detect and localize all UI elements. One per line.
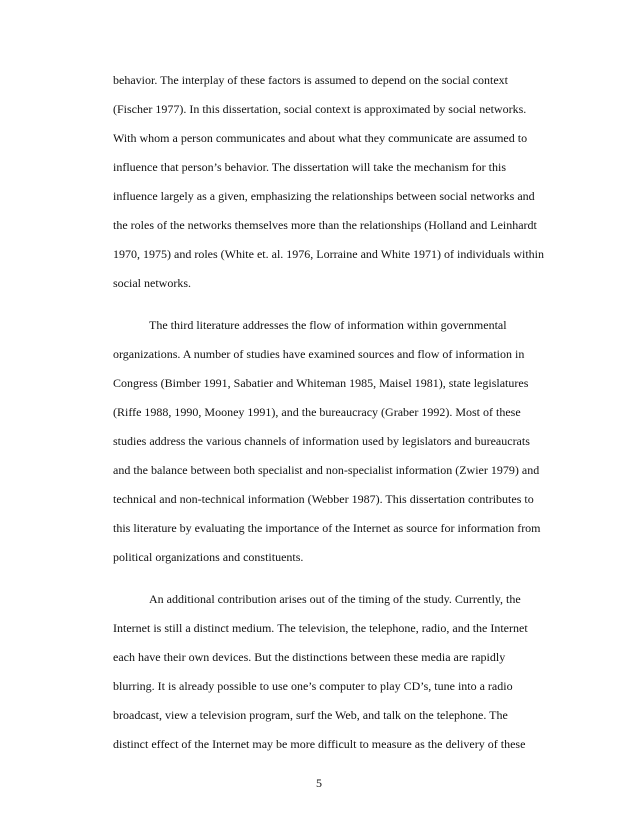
paragraph-1-line-5: influence largely as a given, emphasizing the relationships between social networks and (113, 189, 535, 203)
paragraph-2-line-6: and the balance between both specialist and non-specialist information (Zwier 1979) and (113, 463, 540, 477)
paragraph-3-line-2: Internet is still a distinct medium. The television, the telephone, radio, and the Internet (113, 621, 528, 635)
paragraph-1-line-3: With whom a person communicates and about what they communicate are assumed to (113, 131, 528, 145)
paragraph-1-line-8: social networks. (113, 276, 191, 290)
paragraph-2-line-7: technical and non-technical information (Webber 1987). This dissertation contributes to (113, 492, 534, 506)
paragraph-3-line-1: An additional contribution arises out of the timing of the study. Currently, the (149, 592, 521, 606)
paragraph-3-line-3: each have their own devices. But the distinctions between these media are rapidly (113, 650, 506, 664)
paragraph-1-line-2: (Fischer 1977). In this dissertation, social context is approximated by social networks. (113, 102, 527, 116)
paragraph-3-line-5: broadcast, view a television program, surf the Web, and talk on the telephone. The (113, 708, 508, 722)
paragraph-2-line-1: The third literature addresses the flow of information within governmental (149, 318, 507, 332)
paragraph-2-line-8: this literature by evaluating the importance of the Internet as source for information from (113, 521, 541, 535)
paragraph-2-line-9: political organizations and constituents. (113, 550, 304, 564)
paragraph-1-line-1: behavior. The interplay of these factors is assumed to depend on the social context (113, 73, 508, 87)
paragraph-3-line-6: distinct effect of the Internet may be more difficult to measure as the delivery of these (113, 737, 526, 751)
page-number: 5 (316, 776, 322, 790)
paragraph-1-line-4: influence that person’s behavior. The dissertation will take the mechanism for this (113, 160, 507, 174)
paragraph-2-line-4: (Riffe 1988, 1990, Mooney 1991), and the bureaucracy (Graber 1992). Most of these (113, 405, 521, 419)
paragraph-1-line-6: the roles of the networks themselves more than the relationships (Holland and Leinhardt (113, 218, 537, 232)
paragraph-2-line-2: organizations. A number of studies have examined sources and flow of information in (113, 347, 525, 361)
paragraph-1-line-7: 1970, 1975) and roles (White et. al. 1976, Lorraine and White 1971) of individuals within (113, 247, 545, 261)
paragraph-3-line-4: blurring. It is already possible to use one’s computer to play CD’s, tune into a radio (113, 679, 513, 693)
paragraph-2-line-3: Congress (Bimber 1991, Sabatier and Whiteman 1985, Maisel 1981), state legislatures (113, 376, 529, 390)
paragraph-2-line-5: studies address the various channels of information used by legislators and bureaucrats (113, 434, 530, 448)
